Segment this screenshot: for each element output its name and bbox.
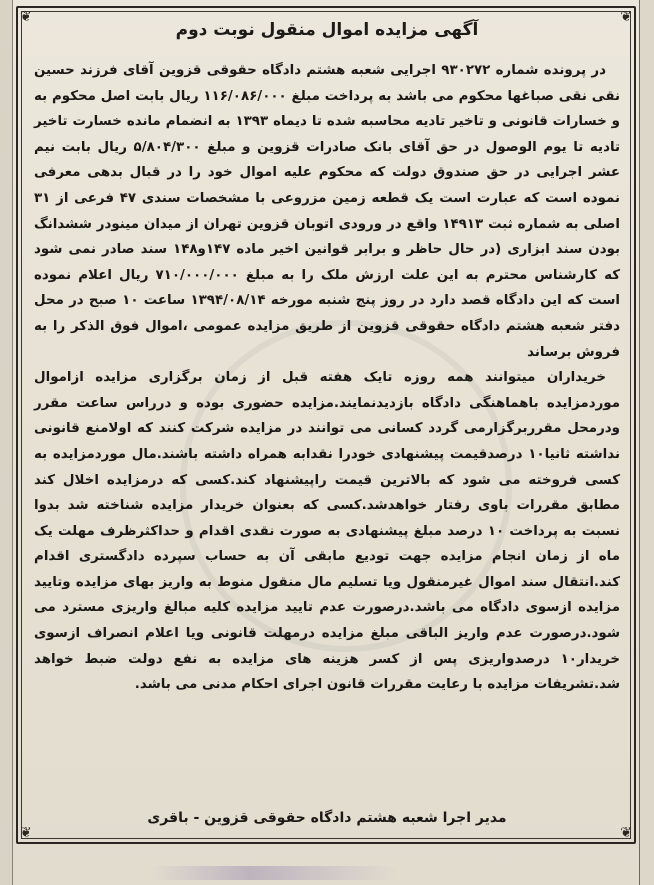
adjacent-column-right xyxy=(639,0,654,885)
notice-paragraph-auction-terms: خریداران میتوانند همه روزه تایک هفته قبل از زمان برگزاری مزایده ازاموال موردمزایده باهماهنگی دادگاه بازدیدنمایند.مزایده حضوری بوده و درراس ساعت مقرر ودرمحل مقرربرگزارمی گردد کسانی می توانند در مزایده شرکت کنند که اولامنع قانونی نداشته ثانیا۱۰ درصدقیمت پیشنهادی خودرا نقدابه همراه داشته باشند.مال موردمزایده به کسی فروخته می شود که بالاترین قیمت راپیشنهاد کند.کسی که درمزایده اخلال کند مطابق مقررات باوی رفتار خواهدشد.کسی که بعنوان خریدار مزایده شناخته شد بدوا نسبت به پرداخت ۱۰ درصد مبلغ پیشنهادی به صورت نقدی اقدام و حداکثرظرف مهلت یک ماه از زمان انجام مزایده جهت تودیع مابقی آن به حساب سپرده دادگستری اقدام کند.انتقال سند اموال غیرمنقول ویا تسلیم مال منقول منوط به واریز بهای مزایده وتایید مزایده ازسوی دادگاه می باشد.درصورت عدم تایید مزایده کلیه مبالغ واریزی مسترد می شود.درصورت عدم واریز الباقی مبلغ مزایده درمهلت قانونی ویا اعلام انصراف ازسوی خریدار۱۰ درصدواریزی پس از کسر هزینه های مزایده به نفع دولت ضبط خواهد شد.تشریفات مزایده با رعایت مقررات قانون اجرای احکام مدنی می باشد. xyxy=(34,370,621,693)
notice-paragraph-case-details: در پرونده شماره ۹۳۰۲۷۲ اجرایی شعبه هشتم دادگاه حقوقی قزوین آقای فرزند حسین نقی نقی صباغها محکوم می باشد به پرداخت مبلغ ۱۱۶/۰۸۶/۰۰۰ ریال بابت اصل محکوم به و خسارات قانونی و تاخیر تادیه محاسبه شده تا دیماه ۱۳۹۳ به انضمام مانده خسارت تاخیر تادیه تا یوم الوصول در حق آقای بانک صادرات قزوین و مبلغ ۵/۸۰۴/۳۰۰ ریال بابت نیم عشر اجرایی در حق صندوق دولت که محکوم علیه اموال خود را در قبال بدهی معرفی نموده است که عبارت است یک قطعه زمین مزروعی با مشخصات سندی ۴۷ فرعی از ۳۱ اصلی به شماره ثبت ۱۴۹۱۳ واقع در ورودی اتوبان قزوین تهران از میدان مینودر ششدانگ بودن سند ابزاری (در حال حاظر و برابر قوانین اخیر ماده ۱۴۷و۱۴۸ سند صادر نمی شود که کارشناس محترم به این علت ارزش ملک را به مبلغ ۷۱۰/۰۰۰/۰۰۰ ریال اعلام نموده است که این دادگاه قصد دارد در روز پنج شنبه مورخه ۱۳۹۴/۰۸/۱۴ ساعت ۱۰ صبح در محل دفتر شعبه هشتم دادگاه حقوقی قزوین از طریق مزایده عمومی ،اموال فوق الذکر را به فروش برساند xyxy=(34,63,621,360)
bottom-ink-smudge xyxy=(150,866,400,880)
corner-ornament-icon: ❦ xyxy=(620,9,632,25)
notice-signature: مدیر اجرا شعبه هشتم دادگاه حقوقی قزوین - باقری xyxy=(147,810,507,826)
adjacent-column-left xyxy=(0,0,13,885)
corner-ornament-icon: ❦ xyxy=(20,825,32,841)
corner-ornament-icon: ❦ xyxy=(620,825,632,841)
notice-body xyxy=(34,58,620,798)
notice-title: آگهی مزایده اموال منقول نوبت دوم xyxy=(175,20,479,40)
corner-ornament-icon: ❦ xyxy=(20,9,32,25)
